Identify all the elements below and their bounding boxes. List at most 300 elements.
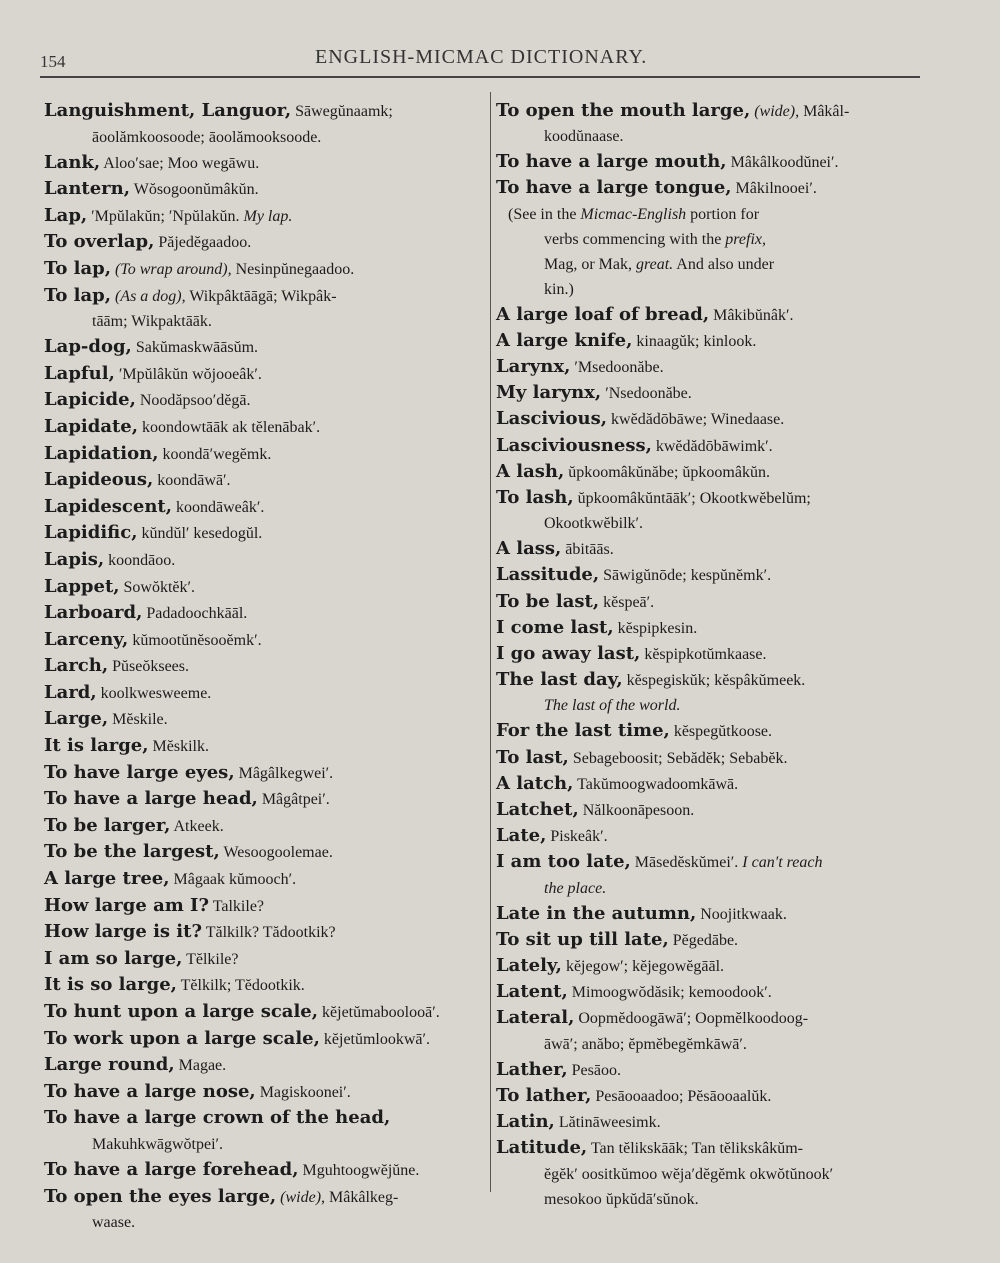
dictionary-entry xyxy=(496,1057,936,1083)
entry-line xyxy=(496,849,936,875)
entry-continuation: āoolămkoosoode; āoolămooksoode. xyxy=(92,128,322,146)
dictionary-entry xyxy=(496,589,936,615)
note-line xyxy=(496,202,936,227)
dictionary-entry xyxy=(44,361,488,387)
entry-line xyxy=(44,547,488,573)
entry-gloss: My lap. xyxy=(239,207,293,225)
entry-definition: Mâgaak kŭmooch′. xyxy=(169,871,297,889)
dictionary-entry xyxy=(496,1083,936,1109)
note-text: portion for xyxy=(686,205,760,223)
entry-headword: To be last, xyxy=(496,590,600,612)
entry-line xyxy=(44,467,488,493)
note-italic: prefix, xyxy=(725,230,767,248)
dictionary-entry xyxy=(44,283,488,335)
entry-headword: A latch, xyxy=(496,772,574,794)
entry-line xyxy=(496,562,936,588)
dictionary-entry xyxy=(496,1109,936,1135)
entry-headword: To overlap, xyxy=(44,231,155,253)
entry-line xyxy=(496,901,936,927)
dictionary-entry xyxy=(496,562,936,588)
entry-headword: Lappet, xyxy=(44,575,120,597)
entry-definition: Pŭseŏksees. xyxy=(108,658,190,676)
dictionary-entry xyxy=(44,1026,488,1052)
dictionary-entry xyxy=(44,653,488,679)
entry-headword: Lather, xyxy=(496,1058,568,1080)
dictionary-entry xyxy=(496,718,936,744)
entry-line xyxy=(496,1057,936,1083)
entry-line xyxy=(44,866,488,892)
entry-line xyxy=(44,256,488,282)
entry-definition: Wesoogoolemae. xyxy=(219,844,333,862)
entry-definition: ābitāās. xyxy=(561,541,614,559)
entry-qualifier: (wide), xyxy=(276,1188,326,1206)
entry-line xyxy=(44,1184,488,1210)
dictionary-entry xyxy=(44,627,488,653)
entry-definition: koolkwesweeme. xyxy=(96,684,212,702)
entry-definition: kĕjegow′; kĕjegowĕgāāl. xyxy=(561,958,725,976)
entry-definition: Noojitkwaak. xyxy=(696,905,787,923)
entry-line xyxy=(44,893,488,919)
entry-headword: Lateral, xyxy=(496,1007,575,1029)
dictionary-entry xyxy=(44,1052,488,1078)
entry-line xyxy=(44,1079,488,1105)
dictionary-entry xyxy=(44,176,488,202)
entry-definition: Noodăpsoo′dĕgā. xyxy=(135,392,251,410)
entry-definition: Padadoochkāāl. xyxy=(142,605,248,623)
dictionary-entry xyxy=(44,150,488,176)
entry-headword: To open the mouth large, xyxy=(496,100,751,121)
page-number: 154 xyxy=(40,52,66,71)
entry-continuation: tāām; Wikpaktāāk. xyxy=(92,313,212,331)
entry-line xyxy=(496,615,936,641)
entry-headword: My larynx, xyxy=(496,382,602,404)
entry-line xyxy=(44,283,488,309)
note-line xyxy=(496,227,936,252)
entry-headword: To have a large mouth, xyxy=(496,151,727,173)
entry-headword: Latin, xyxy=(496,1111,555,1133)
entry-line xyxy=(44,600,488,626)
entry-definition: ′Mpŭlakŭn; ′Npŭlakŭn. xyxy=(87,207,240,225)
entry-headword: Lapidific, xyxy=(44,522,138,544)
entry-line xyxy=(496,589,936,615)
entry-qualifier: (To wrap around), xyxy=(110,260,232,278)
entry-line xyxy=(496,354,936,380)
entry-headword: Lard, xyxy=(44,681,97,703)
entry-definition: Sowŏktĕk′. xyxy=(119,578,196,596)
entry-headword: To lap, xyxy=(44,257,111,279)
entry-line xyxy=(496,953,936,979)
dictionary-entry xyxy=(44,414,488,440)
entry-definition: Aloo′sae; Moo wegāwu. xyxy=(100,154,260,172)
entry-headword: Late, xyxy=(496,825,547,847)
entry-line xyxy=(44,1157,488,1183)
dictionary-entry xyxy=(496,1005,936,1056)
entry-headword: I am so large, xyxy=(44,947,183,969)
entry-line xyxy=(496,149,936,175)
entry-headword: A lash, xyxy=(496,460,565,482)
note-text: Mag, or Mak, xyxy=(544,255,636,273)
dictionary-entry xyxy=(44,972,488,998)
entry-line xyxy=(44,441,488,467)
entry-definition: ŭpkoomâkŭnăbe; ŭpkoomâkŭn. xyxy=(564,463,770,481)
entry-definition: koondāoo. xyxy=(104,551,176,569)
entry-headword: To sit up till late, xyxy=(496,928,669,950)
entry-line xyxy=(44,813,488,839)
entry-headword: Latent, xyxy=(496,981,568,1003)
dictionary-entry xyxy=(44,1157,488,1183)
entry-headword: Lapidate, xyxy=(44,415,139,437)
dictionary-entry xyxy=(496,667,936,718)
entry-headword: Lap-dog, xyxy=(44,336,132,358)
entry-headword: Lasciviousness, xyxy=(496,434,652,456)
dictionary-entry xyxy=(496,328,936,354)
entry-definition: ′Mpŭlâkŭn wŏjooeâk′. xyxy=(114,365,262,383)
dictionary-entry xyxy=(44,786,488,812)
entry-line xyxy=(44,494,488,520)
entry-definition: Wikpâktāāgā; Wikpâk- xyxy=(185,287,337,305)
entry-definition: kŭndŭl′ kesedogŭl. xyxy=(137,525,263,543)
entry-line xyxy=(44,334,488,360)
entry-line xyxy=(44,176,488,202)
dictionary-entry xyxy=(44,574,488,600)
entry-definition: Pesāoo. xyxy=(567,1061,621,1079)
entry-definition: Mimoogwŏdăsik; kemoodook′. xyxy=(567,984,772,1002)
entry-headword: To be larger, xyxy=(44,814,171,836)
entry-line xyxy=(496,380,936,406)
entry-line xyxy=(44,1052,488,1078)
entry-line xyxy=(496,1005,936,1031)
entry-headword: Latitude, xyxy=(496,1137,588,1159)
entry-headword: I go away last, xyxy=(496,643,641,665)
dictionary-entry xyxy=(496,901,936,927)
entry-continuation: Okootkwĕbilk′. xyxy=(544,515,644,533)
entry-line xyxy=(496,745,936,771)
entry-line xyxy=(44,1105,488,1131)
entry-definition: kŭmootŭnĕsooĕmk′. xyxy=(128,631,262,649)
entry-definition: ŭpkoomâkŭntāāk′; Okootkwĕbelŭm; xyxy=(573,490,811,508)
entry-line xyxy=(44,387,488,413)
entry-line xyxy=(44,946,488,972)
dictionary-entry xyxy=(496,149,936,175)
entry-definition: koondāweâk′. xyxy=(172,498,265,516)
entry-headword: To lap, xyxy=(44,284,111,306)
entry-headword: Lapful, xyxy=(44,362,115,384)
note-italic: Micmac-English xyxy=(580,205,687,223)
dictionary-entry xyxy=(496,459,936,485)
entry-definition: kwĕdădōbāwe; Winedaase. xyxy=(607,411,785,429)
entry-continuation: koodŭnaase. xyxy=(544,128,624,146)
dictionary-entry xyxy=(496,927,936,953)
entry-definition: Mâkâlkeg- xyxy=(325,1188,399,1206)
dictionary-entry xyxy=(44,387,488,413)
dictionary-entry xyxy=(496,380,936,406)
entry-line xyxy=(496,667,936,693)
dictionary-entry xyxy=(44,441,488,467)
dictionary-entry xyxy=(44,467,488,493)
entry-headword: How large am I? xyxy=(44,894,210,916)
entry-definition: Takŭmoogwadoomkāwā. xyxy=(573,775,739,793)
note-italic: great. xyxy=(635,255,674,273)
entry-headword: To have a large head, xyxy=(44,788,258,810)
header-rule xyxy=(40,76,920,78)
entry-line xyxy=(44,839,488,865)
dictionary-entry xyxy=(496,1135,936,1211)
entry-continuation: waase. xyxy=(92,1214,136,1232)
entry-line xyxy=(496,1083,936,1109)
running-title: ENGLISH-MICMAC DICTIONARY. xyxy=(315,46,648,68)
dictionary-entry xyxy=(44,334,488,360)
page-header xyxy=(40,44,922,74)
entry-headword: To have a large tongue, xyxy=(496,177,732,199)
dictionary-entry xyxy=(44,946,488,972)
entry-line xyxy=(496,485,936,511)
dictionary-entry xyxy=(44,680,488,706)
entry-definition: kĕspipkesin. xyxy=(613,619,698,637)
entry-definition: Pesāooaadoo; Pĕsāooaalŭk. xyxy=(591,1087,772,1105)
entry-headword: Lapidescent, xyxy=(44,495,172,517)
entry-line xyxy=(496,98,936,124)
entry-qualifier: (As a dog), xyxy=(110,287,186,305)
entry-headword: Larynx, xyxy=(496,356,571,378)
entry-line xyxy=(44,706,488,732)
dictionary-entry xyxy=(496,823,936,849)
entry-headword: To be the largest, xyxy=(44,841,220,863)
entry-continuation: ĕgĕk′ oositkŭmoo wĕja′dĕgĕmk okwŏtŭnook′ xyxy=(544,1165,834,1183)
dictionary-entry xyxy=(496,202,936,302)
entry-headword: To hunt upon a large scale, xyxy=(44,1001,319,1022)
entry-definition: kĕspeā′. xyxy=(599,593,655,611)
dictionary-entry xyxy=(496,433,936,459)
entry-definition: kĕjetŭmlookwā′. xyxy=(319,1030,431,1048)
entry-definition: Mâkâl- xyxy=(799,103,850,120)
entry-line xyxy=(44,229,488,255)
entry-headword: To have a large crown of the head, xyxy=(44,1107,391,1129)
entry-definition: Mâgâlkegwei′. xyxy=(234,764,334,782)
entry-continuation: āwā′; anăbo; ĕpmĕbegĕmkāwā′. xyxy=(544,1035,747,1053)
entry-definition: Nesinpŭnegaadoo. xyxy=(231,260,355,278)
entry-continuation: mesokoo ŭpkŭdā′sŭnok. xyxy=(544,1190,699,1208)
dictionary-entry xyxy=(496,175,936,201)
dictionary-entry xyxy=(44,999,488,1025)
entry-definition: Sāwegŭnaamk; xyxy=(291,103,393,120)
entry-continuation: Makuhkwāgwŏtpei′. xyxy=(92,1135,224,1153)
dictionary-entry xyxy=(44,229,488,255)
entry-definition: Magiskoonei′. xyxy=(255,1083,351,1101)
entry-line xyxy=(496,718,936,744)
dictionary-entry xyxy=(44,1079,488,1105)
entry-definition: kĕspegŭtkoose. xyxy=(669,723,773,741)
dictionary-entry xyxy=(44,256,488,282)
entry-headword: To have a large nose, xyxy=(44,1080,256,1102)
note-line: kin.) xyxy=(544,280,574,298)
entry-headword: Lascivious, xyxy=(496,408,608,430)
dictionary-entry xyxy=(496,979,936,1005)
dictionary-entry xyxy=(496,406,936,432)
entry-headword: It is so large, xyxy=(44,974,177,996)
entry-headword: To have a large forehead, xyxy=(44,1158,299,1180)
entry-headword: To have large eyes, xyxy=(44,761,235,783)
entry-line xyxy=(496,1109,936,1135)
entry-headword: To lash, xyxy=(496,487,574,509)
dictionary-entry xyxy=(44,866,488,892)
entry-definition: Nălkoonāpesoon. xyxy=(578,802,695,820)
entry-definition: Talkile? xyxy=(209,897,265,915)
dictionary-entry xyxy=(496,953,936,979)
entry-headword: Larch, xyxy=(44,655,109,677)
entry-definition: kwĕdădōbāwimk′. xyxy=(651,437,773,455)
entry-definition: Pĕgedābe. xyxy=(668,931,739,949)
entry-definition: Tĕlkile? xyxy=(182,950,239,968)
entry-definition: kinaagŭk; kinlook. xyxy=(632,332,757,350)
entry-line xyxy=(496,1135,936,1161)
entry-definition: koondā′wegĕmk. xyxy=(158,445,272,463)
entry-definition: Mĕskilk. xyxy=(148,738,209,756)
dictionary-entry xyxy=(44,1184,488,1236)
entry-qualifier: (wide), xyxy=(750,103,800,120)
entry-line xyxy=(44,733,488,759)
dictionary-entry xyxy=(496,615,936,641)
entry-definition: koondāwā′. xyxy=(153,472,231,490)
entry-headword: Large round, xyxy=(44,1054,175,1076)
entry-headword: To open the eyes large, xyxy=(44,1185,277,1207)
entry-definition: kĕjetŭmaboolooā′. xyxy=(318,1004,440,1021)
entry-line xyxy=(496,641,936,667)
left-column xyxy=(44,98,488,1235)
entry-headword: It is large, xyxy=(44,735,149,757)
entry-headword: To last, xyxy=(496,746,569,768)
entry-headword: Lapis, xyxy=(44,548,105,570)
dictionary-entry xyxy=(44,547,488,573)
entry-headword: To work upon a large scale, xyxy=(44,1027,320,1049)
entry-definition: Mĕskile. xyxy=(108,711,168,729)
entry-definition: kĕspipkotŭmkaase. xyxy=(640,646,767,664)
entry-line xyxy=(44,414,488,440)
entry-line xyxy=(496,771,936,797)
entry-definition: Wŏsogoonŭmâkŭn. xyxy=(130,181,259,199)
entry-headword: Lapideous, xyxy=(44,469,154,491)
entry-line xyxy=(496,406,936,432)
entry-definition: Māsedĕskŭmei′. xyxy=(630,854,739,872)
entry-headword: Large, xyxy=(44,708,109,730)
dictionary-entry xyxy=(44,494,488,520)
dictionary-entry xyxy=(44,760,488,786)
dictionary-entry xyxy=(496,797,936,823)
entry-line xyxy=(44,520,488,546)
entry-line xyxy=(44,627,488,653)
entry-line xyxy=(496,927,936,953)
entry-headword: A large loaf of bread, xyxy=(496,303,710,325)
entry-definition: Tĕlkilk; Tĕdootkik. xyxy=(176,977,305,995)
entry-line xyxy=(44,972,488,998)
entry-line xyxy=(496,302,936,328)
entry-definition: ′Msedoonăbe. xyxy=(570,359,664,377)
entry-line xyxy=(496,979,936,1005)
entry-headword: A lass, xyxy=(496,538,562,560)
entry-line xyxy=(44,786,488,812)
entry-headword: Languishment, Languor, xyxy=(44,100,292,121)
entry-line xyxy=(496,328,936,354)
entry-line xyxy=(44,203,488,229)
entry-headword: How large is it? xyxy=(44,921,203,943)
entry-headword: Latchet, xyxy=(496,799,579,821)
entry-line xyxy=(496,433,936,459)
note-line xyxy=(496,252,936,277)
entry-headword: The last day, xyxy=(496,669,623,691)
entry-definition: Magae. xyxy=(174,1057,227,1075)
dictionary-entry xyxy=(496,536,936,562)
right-column xyxy=(496,98,936,1212)
entry-definition: Mâkilnooei′. xyxy=(731,180,817,198)
dictionary-entry xyxy=(496,354,936,380)
entry-headword: Late in the autumn, xyxy=(496,902,697,924)
entry-line xyxy=(44,361,488,387)
dictionary-entry xyxy=(44,813,488,839)
note-text: verbs commencing with the xyxy=(544,230,726,248)
entry-definition: Mâkâlkoodŭnei′. xyxy=(726,154,839,172)
note-text: (See in the xyxy=(508,205,581,223)
dictionary-entry xyxy=(44,203,488,229)
entry-continuation: The last of the world. xyxy=(544,697,681,715)
entry-definition: Tan tĕlikskāāk; Tan tĕlikskâkŭm- xyxy=(587,1140,803,1158)
entry-line xyxy=(44,680,488,706)
dictionary-entry xyxy=(496,745,936,771)
entry-headword: I am too late, xyxy=(496,851,631,873)
entry-definition: Piskeâk′. xyxy=(546,828,608,846)
entry-definition: Mâgâtpei′. xyxy=(257,791,330,809)
dictionary-entry xyxy=(496,98,936,149)
entry-headword: Lapidation, xyxy=(44,442,159,464)
entry-line xyxy=(496,175,936,201)
entry-line xyxy=(496,536,936,562)
entry-line xyxy=(44,653,488,679)
entry-headword: I come last, xyxy=(496,616,614,638)
dictionary-entry xyxy=(44,520,488,546)
entry-headword: Lap, xyxy=(44,204,88,226)
entry-definition: Sebageboosit; Sebădĕk; Sebabĕk. xyxy=(568,749,788,767)
entry-headword: A large knife, xyxy=(496,329,633,351)
dictionary-entry xyxy=(44,98,488,150)
entry-headword: For the last time, xyxy=(496,720,670,742)
entry-definition: Lătināweesimk. xyxy=(554,1114,661,1132)
entry-headword: Lassitude, xyxy=(496,564,600,586)
entry-continuation: the place. xyxy=(544,879,607,897)
dictionary-entry xyxy=(496,771,936,797)
entry-definition: Atkeek. xyxy=(170,817,224,835)
entry-headword: A large tree, xyxy=(44,868,170,890)
dictionary-entry xyxy=(44,893,488,919)
entry-headword: Larboard, xyxy=(44,602,143,624)
dictionary-entry xyxy=(44,706,488,732)
entry-line xyxy=(44,150,488,176)
entry-definition: Sakŭmaskwāāsŭm. xyxy=(131,339,259,357)
entry-definition: Mâkibŭnâk′. xyxy=(709,306,794,324)
entry-line xyxy=(44,574,488,600)
entry-definition: ′Nsedoonăbe. xyxy=(601,385,692,403)
entry-line xyxy=(44,999,488,1025)
entry-headword: Lately, xyxy=(496,955,562,977)
entry-headword: Lank, xyxy=(44,151,101,173)
entry-line xyxy=(496,797,936,823)
entry-definition: koondowtāāk ak tĕlenābak′. xyxy=(138,418,321,436)
dictionary-entry xyxy=(496,641,936,667)
entry-line xyxy=(44,1026,488,1052)
entry-definition: Sāwigŭnōde; kespŭnĕmk′. xyxy=(599,567,772,585)
entry-line xyxy=(496,459,936,485)
note-text: And also under xyxy=(673,255,775,273)
dictionary-entry xyxy=(44,839,488,865)
entry-definition: Mguhtoogwĕjŭne. xyxy=(298,1161,420,1179)
dictionary-entry xyxy=(44,1105,488,1157)
